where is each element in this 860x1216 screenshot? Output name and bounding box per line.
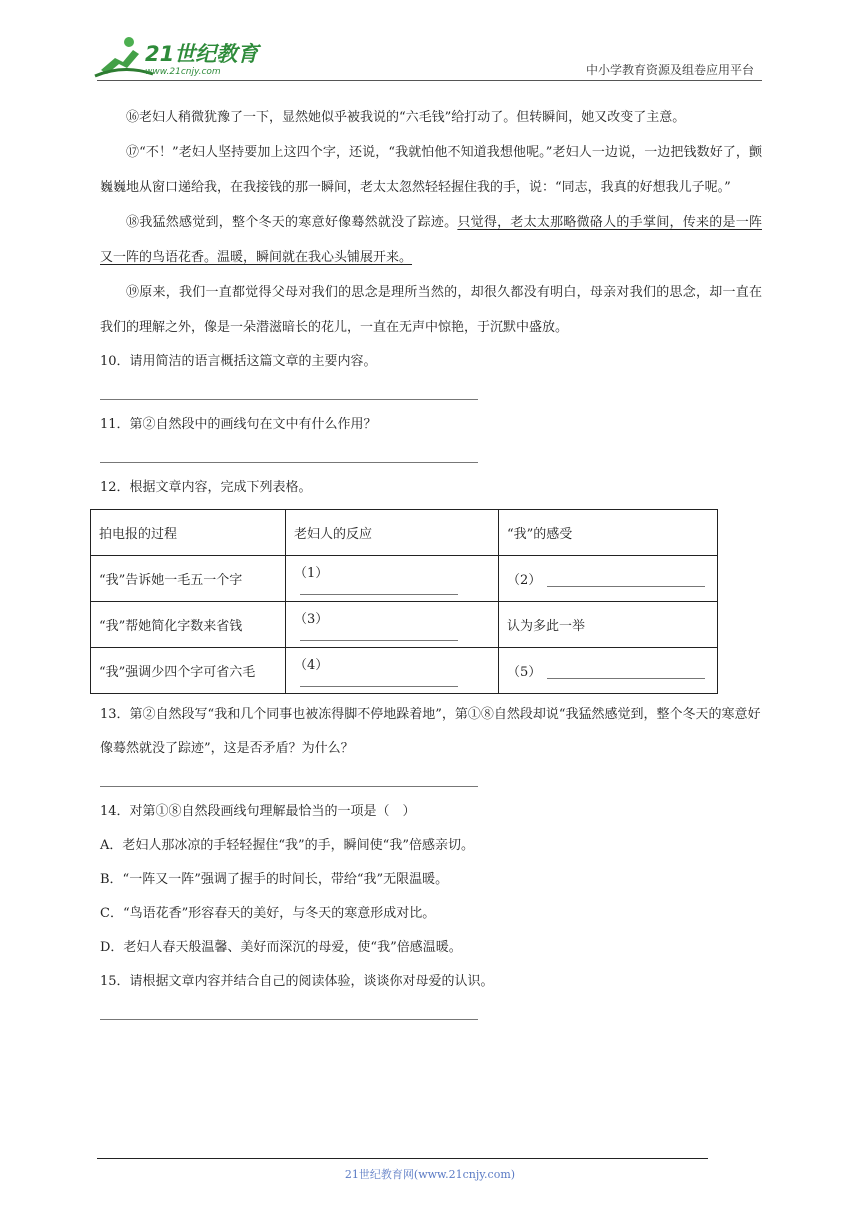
answer-line-10[interactable] (100, 379, 478, 400)
table-header: “我”的感受 (499, 510, 718, 556)
table-cell[interactable] (286, 602, 499, 648)
option-c[interactable]: C．“鸟语花香”形容春天的美好，与冬天的寒意形成对比。 (100, 906, 436, 921)
blank-label: （1） (294, 565, 329, 581)
answer-line-15[interactable] (100, 999, 478, 1020)
paragraph-19: ⑲原来，我们一直都觉得父母对我们的思念是理所当然的，却很久都没有明白，母亲对我们的思念，却一直在我们的理解之外，像是一朵潜滋暗长的花儿，一直在无声中惊艳，于沉默中盛放。 (100, 285, 762, 335)
question-12: 12．根据文章内容，完成下列表格。 (100, 480, 312, 495)
blank-label: （3） (294, 611, 329, 627)
footer-text[interactable]: 21世纪教育网(www.21cnjy.com) (344, 1168, 516, 1181)
logo-title: 21世纪教育 (145, 42, 259, 66)
site-logo (93, 34, 263, 80)
table-cell[interactable] (286, 556, 499, 602)
underlined-sentence: 只觉得，老太太那略微硌人的手掌间，传来的是一阵又一阵的鸟语花香。温暖，瞬间就在我心头铺展开来。 (100, 215, 762, 265)
question-15: 15．请根据文章内容并结合自己的阅读体验，谈谈你对母爱的认识。 (100, 974, 494, 989)
article-content (100, 100, 762, 1028)
answer-blank[interactable] (300, 628, 458, 641)
table-cell[interactable] (499, 556, 718, 602)
option-d[interactable]: D．老妇人春天般温馨、美好而深沉的母爱，使“我”倍感温暖。 (100, 940, 462, 955)
blank-label: （5） (507, 665, 542, 680)
answer-line-11[interactable] (100, 442, 478, 463)
table-header: 老妇人的反应 (286, 510, 499, 556)
answer-blank[interactable] (300, 674, 458, 687)
answer-blank[interactable] (547, 666, 705, 679)
table-row (91, 602, 718, 648)
question-13: 13．第②自然段写“我和几个同事也被冻得脚不停地跺着地”，第①⑧自然段却说“我猛然感觉到，整个冬天的寒意好像蓦然就没了踪迹”，这是否矛盾？为什么？ (100, 707, 761, 756)
table-cell: “我”强调少四个字可省六毛 (91, 648, 286, 694)
table-cell[interactable] (286, 648, 499, 694)
table-cell: “我”帮她简化字数来省钱 (91, 602, 286, 648)
option-a[interactable]: A．老妇人那冰凉的手轻轻握住“我”的手，瞬间使“我”倍感亲切。 (100, 838, 474, 853)
question-10: 10．请用简洁的语言概括这篇文章的主要内容。 (100, 354, 377, 369)
paragraph-16: ⑯老妇人稍微犹豫了一下，显然她似乎被我说的“六毛钱”给打动了。但转瞬间，她又改变了主意。 (126, 110, 686, 125)
paragraph-17: ⑰“不！”老妇人坚持要加上这四个字，还说，“我就怕他不知道我想他呢。”老妇人一边说，一边把钱数好了，颤巍巍地从窗口递给我，在我接钱的那一瞬间，老太太忽然轻轻握住我的手，说：“同志，我真的好想我儿子呢。” (100, 145, 762, 195)
paragraph-18-text: ⑱我猛然感觉到，整个冬天的寒意好像蓦然就没了踪迹。 (126, 215, 458, 230)
answer-blank[interactable] (547, 574, 705, 587)
answer-line-13[interactable] (100, 766, 478, 787)
table-header-row (91, 510, 718, 556)
footer-divider (97, 1158, 708, 1159)
question-11: 11．第②自然段中的画线句在文中有什么作用？ (100, 417, 377, 432)
answer-blank[interactable] (300, 582, 458, 595)
paragraph-18 (100, 205, 762, 275)
platform-name: 中小学教育资源及组卷应用平台 (585, 63, 754, 77)
table-cell[interactable] (499, 648, 718, 694)
question-14: 14．对第①⑧自然段画线句理解最恰当的一项是（ ） (100, 804, 416, 819)
logo-url: www.21cnjy.com (145, 67, 221, 77)
table-row (91, 648, 718, 694)
table-cell: 认为多此一举 (499, 602, 718, 648)
blank-label: （4） (294, 657, 329, 673)
answer-table (90, 509, 718, 694)
table-header: 拍电报的过程 (91, 510, 286, 556)
blank-label: （2） (507, 573, 542, 588)
header-divider (97, 80, 762, 81)
option-b[interactable]: B．“一阵又一阵”强调了握手的时间长，带给“我”无限温暖。 (100, 872, 449, 887)
table-row (91, 556, 718, 602)
table-cell: “我”告诉她一毛五一个字 (91, 556, 286, 602)
